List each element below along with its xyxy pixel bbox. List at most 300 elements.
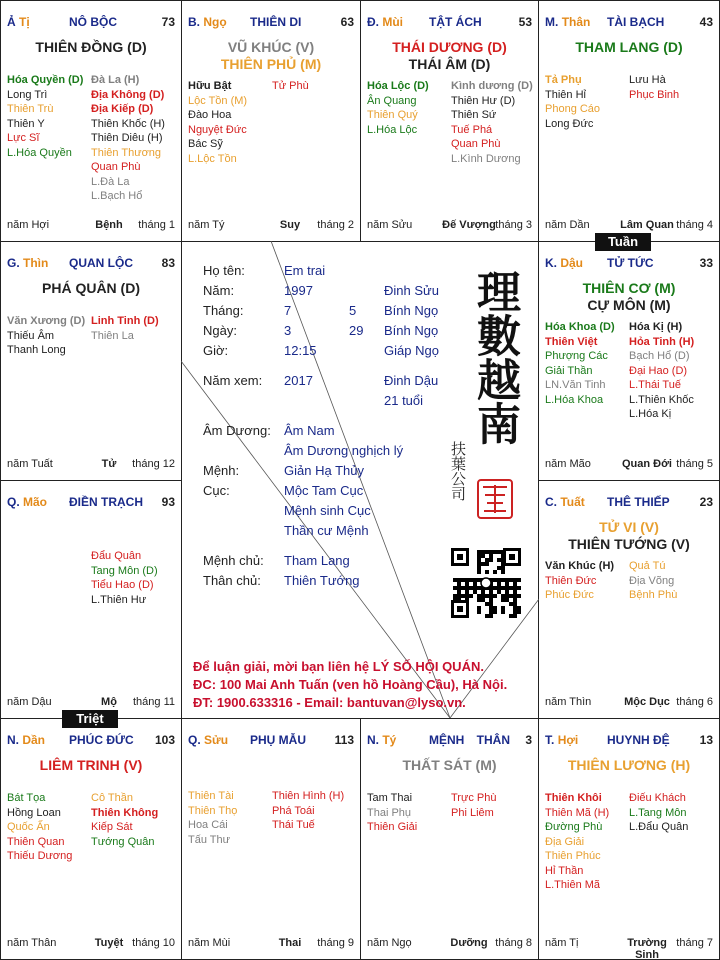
minor-star: Địa Giải [545,835,585,848]
palace-position [7,15,30,29]
minor-star: L.Thiên Mã [545,879,601,891]
main-star: LIÊM TRINH (V) [39,757,143,773]
minor-star: Thiên Mã (H) [545,806,610,819]
life-stage: Thai [278,937,302,949]
destiny-value: Giản Hạ Thủy [284,463,364,478]
palace-cell[interactable] [0,0,182,242]
palace-branch: Sửu [204,733,229,747]
hour-canchi: Giáp Ngọ [384,343,439,358]
main-star: VŨ KHÚC (V) [227,39,315,55]
minor-star: Phượng Các [545,350,608,362]
life-stage: Tử [101,458,117,470]
minor-star: Tam Thai [367,792,413,804]
star-column-left [367,791,417,835]
month-label: tháng 9 [317,937,354,949]
calligraphy-side [449,441,467,501]
palace-footer [545,458,713,472]
palace-age: 83 [161,256,175,270]
minor-star: Bạch Hổ (D) [629,350,690,362]
month-label: tháng 8 [495,937,532,949]
day-lunar: 3 [284,323,292,338]
palace-header [367,733,532,749]
minor-star: Thiên Quan [7,835,65,848]
minor-star: Phi Liêm [451,806,494,819]
month-canchi: Bính Ngọ [384,303,439,318]
palace-position [367,733,396,747]
star-column-right [91,314,159,343]
hour-value: 12:15 [284,343,317,358]
star-column-right [629,73,679,102]
palace-age: 13 [699,733,713,747]
minor-star: Thiên Khôi [545,792,602,804]
main-stars [1,757,181,774]
star-column-right [629,320,694,422]
minor-star: Ân Quang [367,94,417,107]
star-column-left [188,79,247,166]
star-column-left [545,320,615,407]
body-lord-label: Thân chủ: [203,573,261,588]
palace-name: PHỤ MẪU [250,733,306,747]
palace-position [545,15,590,29]
minor-star: L.Thái Tuế [629,379,681,391]
palace-branch: Dần [22,733,46,747]
life-stage: Mộ [101,696,117,708]
year-label: năm Tý [188,219,225,231]
palace-position [7,495,47,509]
minor-star: Thiên Hình (H) [272,790,345,802]
life-lord-value: Tham Lang [284,553,350,568]
minor-star: L.Hóa Quyền [7,146,72,159]
minor-star: L.Lộc Tồn [188,152,237,165]
minor-star: L.Hóa Kị [629,408,672,420]
main-star: TỬ VI (V) [599,519,659,535]
palace-position [545,256,583,270]
palace-stem: N. [7,733,19,747]
contact-phone-email: ĐT: 1900.633316 - Email: bantuvan@lyso.vn. [193,695,466,710]
year-canchi: Đinh Sửu [384,283,439,298]
minor-star: Phong Cáo [545,103,601,115]
minor-star: Long Trì [7,88,48,101]
palace-header [545,256,713,272]
palace-position [545,495,585,509]
palace-age: 3 [525,733,532,747]
minor-star: Thai Phụ [367,806,412,819]
minor-star: Hóa Khoa (D) [545,321,615,333]
palace-stem: M. [545,15,559,29]
year-label: năm Ngọ [367,937,412,949]
red-seal-stamp [477,479,513,519]
palace-name: NÔ BỘC [69,15,117,29]
life-stage: Đế Vượng [442,219,496,231]
star-column-right [451,79,533,166]
minor-star: Thiên Thương [91,146,162,159]
minor-star: Văn Xương (D) [7,315,86,327]
minor-star: Phá Toái [272,804,315,817]
palace-age: 53 [518,15,532,29]
minor-star: Thiên Hư (D) [451,94,516,107]
palace-name: TỬ TỨC [607,256,654,270]
view-year-canchi: Đinh Dậu [384,373,439,388]
year-label: năm Thìn [545,696,592,708]
minor-star: Thiên Sứ [451,109,497,121]
minor-star: Thiên Việt [545,335,598,348]
minor-star: Phục Binh [629,88,680,101]
main-star: THIÊN TƯỚNG (V) [568,536,690,552]
minor-star: Linh Tinh (D) [91,315,159,327]
minor-star: Nguyệt Đức [188,123,247,136]
palace-stem: K. [545,256,557,270]
element-value: Mộc Tam Cục [284,483,364,498]
minor-star: Hóa Kị (H) [629,321,683,333]
minor-star: Thiếu Âm [7,329,55,342]
palace-header [188,15,354,31]
life-stage: Tuyệt [94,937,124,949]
palace-name: PHÚC ĐỨC [69,733,134,747]
palace-branch: Tị [19,15,30,29]
yinyang-value: Âm Nam [284,423,335,438]
minor-star: Tướng Quân [91,835,155,848]
palace-footer [7,458,175,472]
year-label: năm Dần [545,219,590,231]
minor-star: Thiên Quý [367,109,418,121]
minor-star: Tuế Phá [451,123,493,136]
palace-branch: Ngọ [203,15,227,29]
minor-star: Địa Không (D) [91,88,165,101]
minor-star: Địa Võng [629,574,675,587]
star-column-right [272,79,309,94]
qr-code-icon [451,548,521,618]
main-star: THÁI ÂM (D) [408,56,491,72]
palace-cell[interactable] [538,718,720,960]
palace-cell[interactable] [0,241,182,481]
palace-branch: Dậu [560,256,584,270]
palace-stem: T. [545,733,555,747]
palace-position [367,15,403,29]
palace-stem: N. [367,733,379,747]
calligraphy-chars: 理數越南 [469,269,520,445]
minor-star: Thiên Đức [545,574,597,587]
minor-star: Thái Tuế [272,819,315,831]
palace-footer [545,219,713,233]
view-year-label: Năm xem: [203,373,263,388]
minor-star: L.Kình Dương [451,152,521,165]
palace-branch: Mùi [382,15,404,29]
palace-age: 103 [154,733,175,747]
minor-star: Hoa Cái [188,819,228,831]
life-stage: Quan Đới [622,458,672,470]
year-label: năm Hợi [7,219,50,231]
palace-cell[interactable] [0,718,182,960]
month-label: tháng 10 [132,937,175,949]
minor-star: Bệnh Phù [629,589,678,601]
minor-star: L.Đà La [91,175,130,188]
star-column-left [545,73,600,131]
palace-cell[interactable] [538,480,720,719]
palace-branch: Tuất [560,495,585,509]
life-stage: Bệnh [95,219,123,231]
month-label: tháng 2 [317,219,354,231]
palace-cell[interactable] [0,480,182,719]
minor-star: Lưu Hà [629,74,666,86]
life-lord-label: Mệnh chủ: [203,553,264,568]
star-column-left [188,789,237,847]
palace-age: 113 [334,733,354,747]
palace-header [545,495,713,511]
minor-star: Địa Kiếp (D) [91,103,154,115]
calligraphy-side-chars: 扶葉公司 [449,441,467,501]
palace-header [367,15,532,31]
main-star: THIÊN PHỦ (M) [220,56,322,72]
main-star: THẤT SÁT (M) [402,757,497,773]
year-label: năm Tuất [7,458,53,470]
day-label: Ngày: [203,323,237,338]
palace-cell[interactable] [181,718,361,960]
month-label: tháng 12 [132,458,175,470]
minor-star: L.Hóa Khoa [545,393,604,406]
minor-star: Hỉ Thần [545,864,584,877]
minor-star: Quan Phù [451,138,501,150]
main-stars [539,757,719,774]
palace-header [7,733,175,749]
tuan-marker: Tuần [595,233,651,251]
minor-star: Hữu Bật [188,80,232,92]
main-star: THÁI DƯƠNG (D) [392,39,507,55]
contact-line-1: Để luận giải, mời bạn liên hệ LÝ SỐ HỘI QUÁN. [193,659,484,674]
star-column-right [91,791,158,849]
contact-address: ĐC: 100 Mai Anh Tuấn (ven hồ Hoàng Cầu), Hà Nội. [193,677,508,692]
main-stars [539,39,719,56]
palace-name: QUAN LỘC [69,256,133,270]
minor-star: Thanh Long [7,344,66,356]
star-column-right [629,559,677,603]
center-info-panel [181,241,539,718]
palace-footer [7,937,175,951]
star-column-right [91,73,165,204]
main-stars [1,280,181,297]
palace-age: 73 [161,15,175,29]
palace-header [545,733,713,749]
palace-age: 63 [340,15,354,29]
star-column-left [367,79,429,137]
minor-star: Đào Hoa [188,109,232,121]
name-value: Em trai [284,263,326,278]
palace-cell[interactable] [360,718,539,960]
palace-footer [545,696,713,710]
palace-branch: Thìn [23,256,49,270]
minor-star: L.Thiên Khốc [629,393,694,406]
minor-star: Giải Thần [545,364,593,377]
month-label: tháng 3 [495,219,532,231]
palace-name: THIÊN DI [250,15,302,29]
month-label: tháng 6 [676,696,713,708]
palace-position [188,733,228,747]
element-label: Cục: [203,483,230,498]
minor-star: Đẩu Quân [91,550,142,562]
palace-cell[interactable] [360,0,539,242]
month-label: Tháng: [203,303,244,318]
minor-star: L.Thiên Hư [91,593,147,606]
year-label: Năm: [203,283,235,298]
month-label: tháng 1 [138,219,175,231]
palace-branch: Thân [561,15,591,29]
life-stage: Suy [279,219,301,231]
minor-star: Lộc Tồn (M) [188,94,248,107]
year-label: năm Thân [7,937,57,949]
palace-position [188,15,227,29]
minor-star: Tang Môn (D) [91,564,158,577]
yinyang-note: Âm Dương nghịch lý [284,443,404,458]
view-year-value: 2017 [284,373,313,388]
life-stage: Lâm Quan [620,219,674,231]
minor-star: Tả Phụ [545,74,582,86]
day-solar: 29 [349,323,364,338]
minor-star: Tiểu Hao (D) [91,579,154,591]
body-marker: THÂN [476,733,510,747]
palace-footer [188,937,354,951]
main-star: CỰ MÔN (M) [587,297,671,313]
minor-star: Tử Phù [272,80,309,92]
minor-star: Thiên Giải [367,821,418,833]
minor-star: L.Tang Môn [629,806,687,819]
day-canchi: Bính Ngọ [384,323,439,338]
minor-star: Hóa Lộc (D) [367,80,429,92]
year-label: năm Mão [545,458,591,470]
palace-footer [367,219,532,233]
palace-header [545,15,713,31]
palace-header [188,733,354,749]
minor-star: Lực Sĩ [7,132,40,144]
year-label: năm Mùi [188,937,231,949]
star-column-right [272,789,344,833]
year-label: năm Sửu [367,219,413,231]
palace-position [7,256,48,270]
minor-star: Đà La (H) [91,74,140,86]
element-note-2: Thần cư Mệnh [284,523,369,538]
palace-footer [545,937,713,960]
main-stars [361,39,538,73]
life-stage: Trường Sinh [627,937,667,960]
palace-age: 93 [161,495,175,509]
minor-star: Long Đức [545,117,594,130]
palace-stem: Đ. [367,15,379,29]
palace-name: HUYNH ĐỆ [607,733,670,747]
palace-footer [7,696,175,710]
star-column-left [545,559,614,603]
minor-star: Thiếu Dương [7,850,73,862]
name-label: Họ tên: [203,263,245,278]
minor-star: Quốc Ấn [7,821,50,833]
palace-position [545,733,578,747]
main-stars [539,519,719,553]
palace-footer [188,219,354,233]
month-label: tháng 7 [676,937,713,949]
palace-name: TẬT ÁCH [429,15,482,29]
year-label: năm Tị [545,937,579,949]
minor-star: Quả Tú [629,560,666,572]
star-column-right [91,549,158,607]
palace-footer [367,937,532,951]
minor-star: Đại Hao (D) [629,364,688,377]
palace-age: 23 [699,495,713,509]
body-lord-value: Thiên Tướng [284,573,360,588]
minor-star: L.Đẩu Quân [629,821,689,833]
life-stage: Dưỡng [450,937,488,949]
minor-star: Thiên Không [91,806,159,819]
triet-marker: Triệt [62,710,118,728]
minor-star: Thiên Trù [7,103,54,115]
palace-branch: Hợi [557,733,579,747]
hour-label: Giờ: [203,343,229,358]
minor-star: Quan Phù [91,161,141,173]
minor-star: LN.Văn Tinh [545,379,606,391]
palace-stem: Ả [7,15,16,29]
star-column-left [7,73,83,160]
palace-cell[interactable] [181,0,361,242]
star-column-right [629,791,688,835]
palace-stem: Q. [7,495,20,509]
minor-star: Đường Phù [545,821,603,833]
main-stars [1,39,181,56]
palace-position [7,733,45,747]
palace-name: MỆNH [429,733,465,747]
minor-star: Hỏa Tinh (H) [629,335,695,348]
month-lunar: 7 [284,303,292,318]
year-label: năm Dậu [7,696,52,708]
minor-star: Bác Sỹ [188,138,223,150]
minor-star: Hóa Quyền (D) [7,74,84,86]
star-column-left [7,791,72,864]
palace-footer [7,219,175,233]
minor-star: Thiên Khốc (H) [91,117,165,130]
palace-name: THÊ THIẾP [607,495,670,509]
element-note-1: Mệnh sinh Cục [284,503,371,518]
palace-header [7,256,175,272]
month-solar: 5 [349,303,357,318]
minor-star: Điếu Khách [629,792,686,804]
palace-age: 43 [699,15,713,29]
minor-star: Văn Khúc (H) [545,560,615,572]
life-stage: Mộc Dục [624,696,670,708]
age-value: 21 tuổi [384,393,424,408]
minor-star: Hồng Loan [7,806,61,819]
month-label: tháng 11 [132,696,175,708]
palace-cell[interactable] [538,0,720,242]
main-star: THIÊN CƠ (M) [582,280,676,296]
year-value: 1997 [284,283,313,298]
palace-stem: Q. [188,733,201,747]
palace-cell[interactable] [538,241,720,481]
palace-stem: B. [188,15,200,29]
minor-star: Kiếp Sát [91,821,133,833]
main-stars [182,39,360,73]
month-label: tháng 4 [676,219,713,231]
minor-star: L.Hóa Lộc [367,123,418,136]
minor-star: Thiên Hỉ [545,88,586,101]
minor-star: Bát Tọa [7,792,46,804]
palace-stem: G. [7,256,20,270]
main-star: THIÊN LƯƠNG (H) [567,757,691,773]
month-label: tháng 5 [676,458,713,470]
palace-branch: Mão [23,495,48,509]
minor-star: L.Bạch Hổ [91,190,143,202]
calligraphy-main [466,269,520,445]
minor-star: Thiên Thọ [188,804,238,817]
main-stars [539,280,719,314]
palace-age: 33 [699,256,713,270]
star-column-right [451,791,496,820]
palace-name: TÀI BẠCH [607,15,665,29]
minor-star: Cô Thần [91,792,133,804]
